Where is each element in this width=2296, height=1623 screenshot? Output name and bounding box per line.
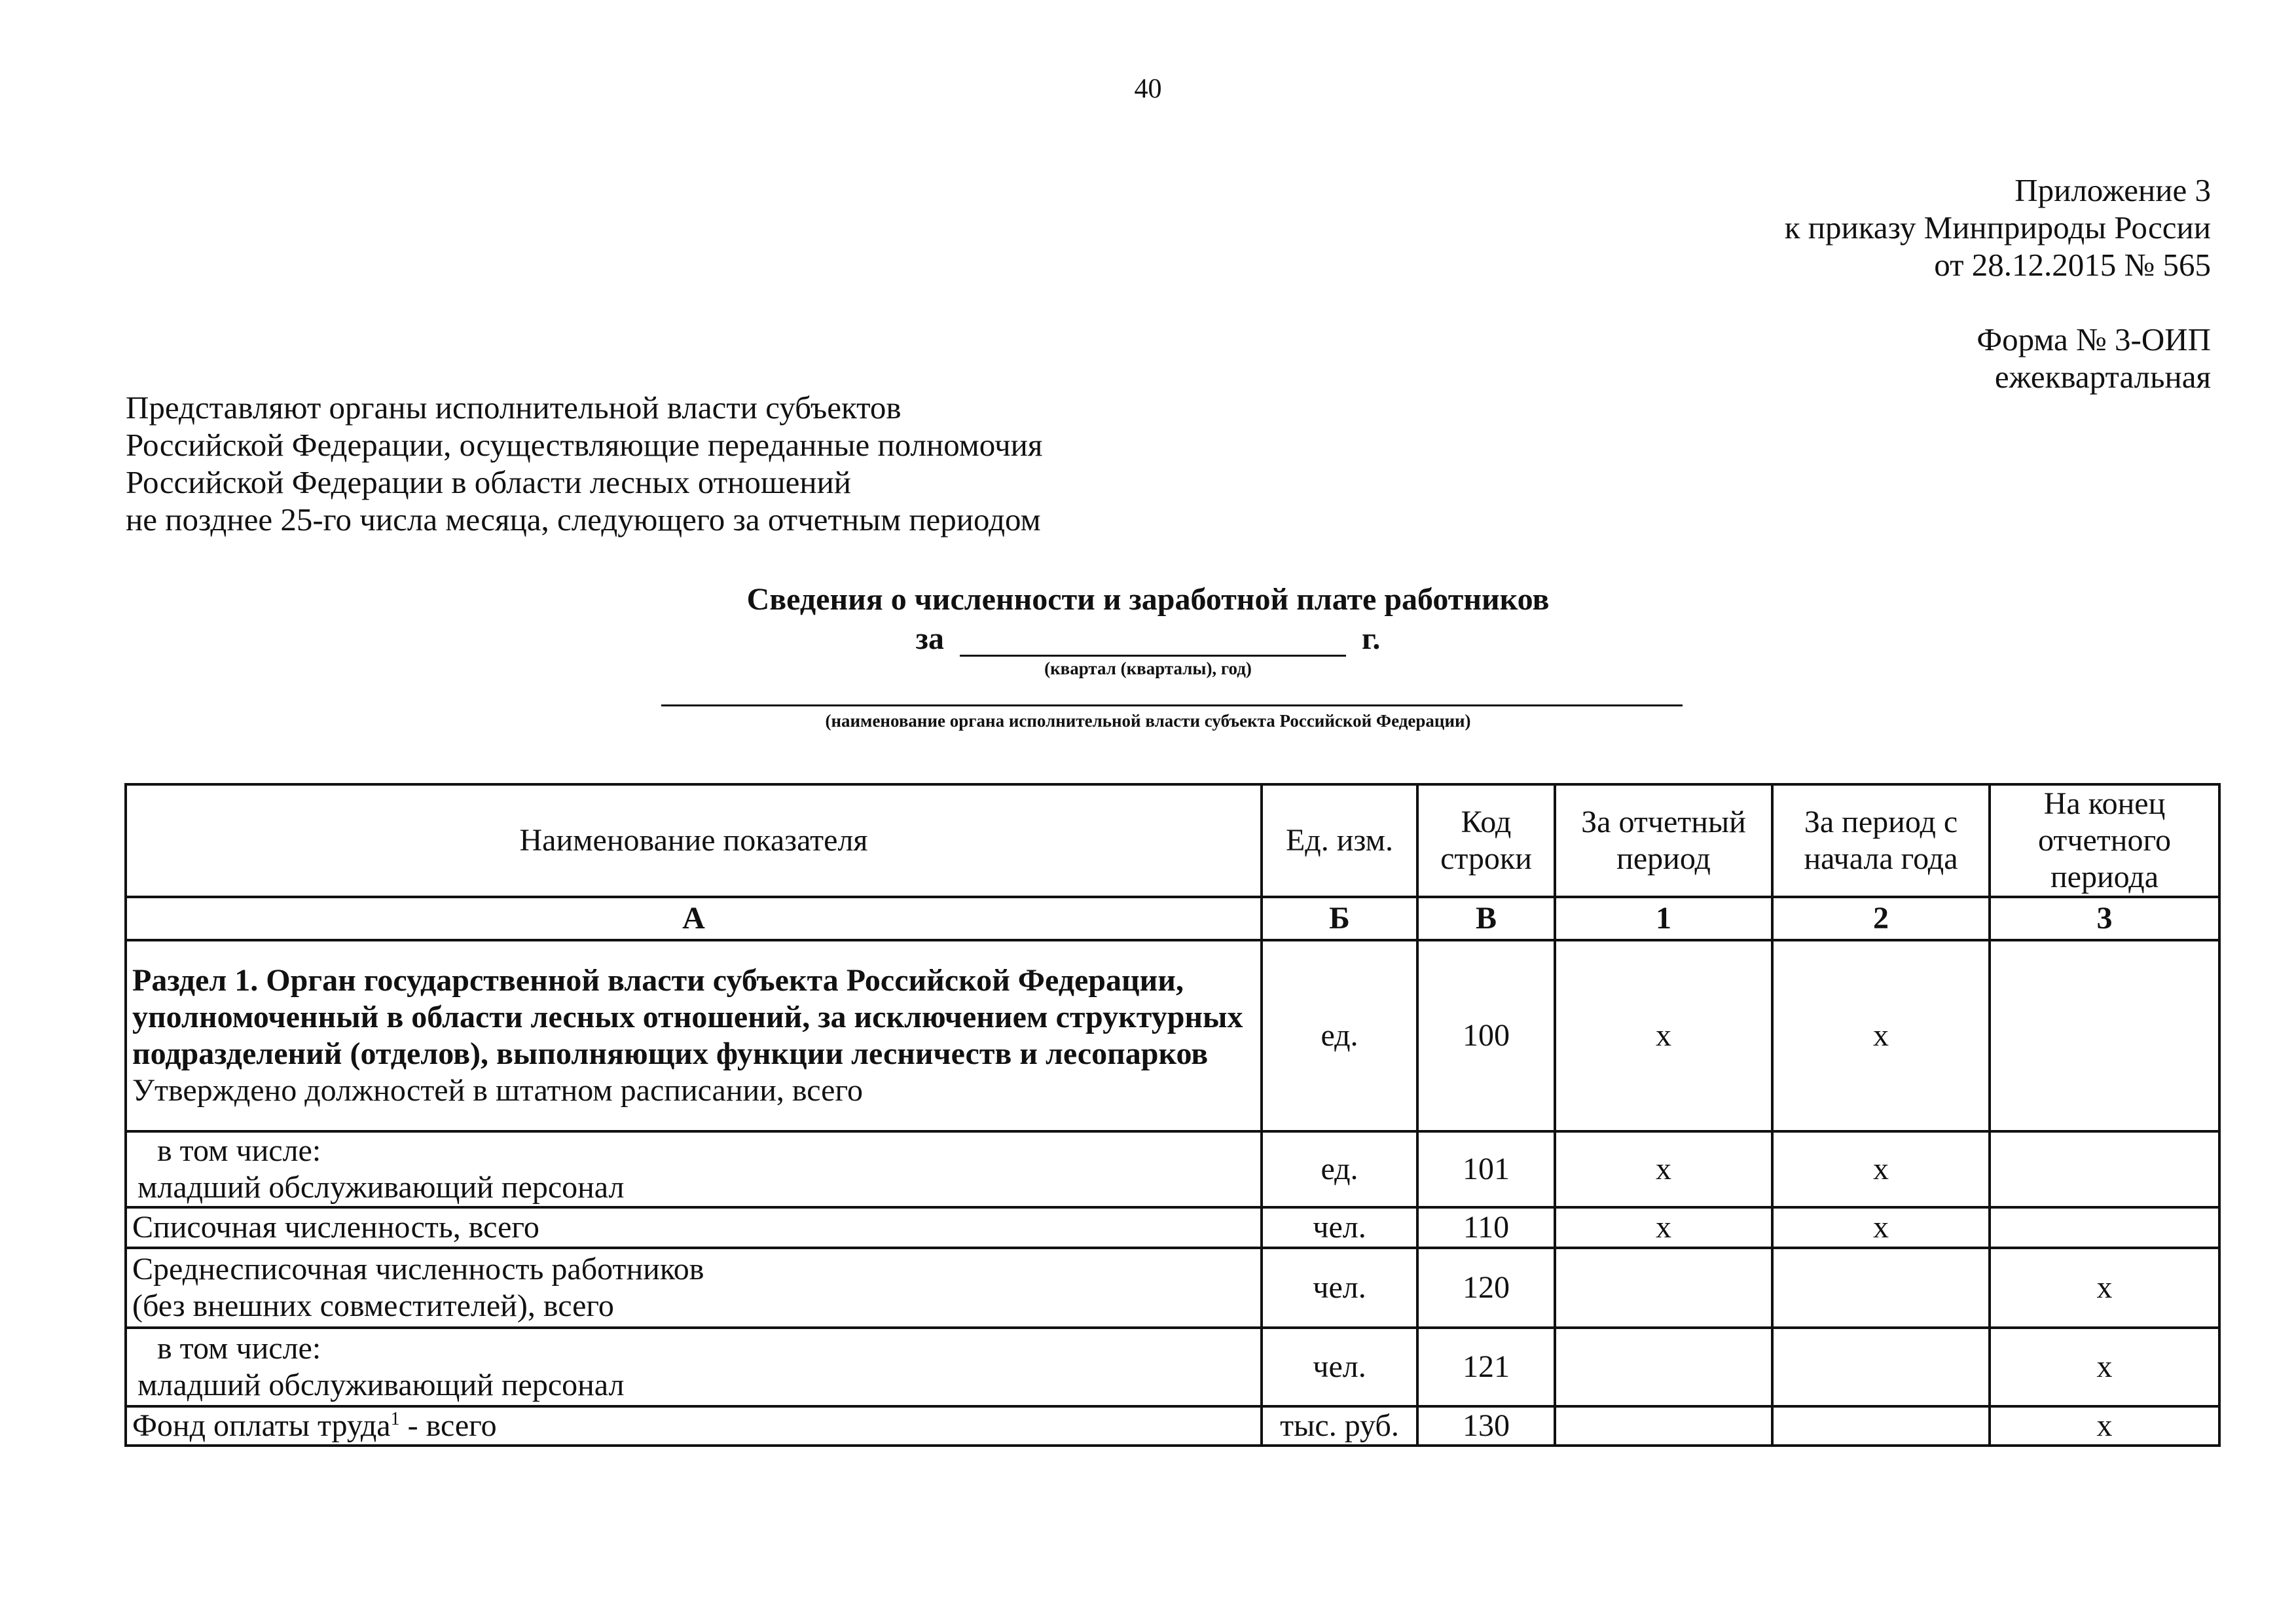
column-letter: 2 xyxy=(1772,897,1990,940)
period-end-cell[interactable]: х xyxy=(1990,1406,2219,1446)
period-end-cell[interactable] xyxy=(1990,1131,2219,1207)
column-header: Код строки xyxy=(1417,784,1555,897)
reporting-period-cell[interactable] xyxy=(1555,1406,1772,1446)
year-to-date-cell[interactable]: х xyxy=(1772,1207,1990,1248)
indicator-name xyxy=(126,1328,1262,1406)
submitters-line: не позднее 25-го числа месяца, следующего за отчетным периодом xyxy=(126,501,1041,538)
reporting-period-cell[interactable] xyxy=(1555,1248,1772,1328)
reporting-period-cell[interactable] xyxy=(1555,1328,1772,1406)
column-header: На конец отчетного периода xyxy=(1990,784,2219,897)
year-to-date-cell[interactable] xyxy=(1772,1406,1990,1446)
appendix-line: к приказу Минприроды России xyxy=(1784,210,2211,246)
reporting-period-cell[interactable]: х xyxy=(1555,1207,1772,1248)
footnote-marker: 1 xyxy=(390,1409,400,1429)
column-letter: 3 xyxy=(1990,897,2219,940)
code-cell: 130 xyxy=(1417,1406,1555,1446)
data-table xyxy=(124,783,2221,1447)
page-number: 40 xyxy=(1134,74,1162,104)
code-cell: 110 xyxy=(1417,1207,1555,1248)
code-cell: 101 xyxy=(1417,1131,1555,1207)
indicator-label-suffix: - всего xyxy=(399,1408,497,1443)
code-cell: 121 xyxy=(1417,1328,1555,1406)
unit-cell: чел. xyxy=(1262,1328,1417,1406)
column-header: Наименование показателя xyxy=(126,784,1262,897)
indicator-label: Фонд оплаты труда xyxy=(132,1408,391,1443)
indicator-name xyxy=(126,1406,1262,1446)
form-info xyxy=(1977,321,2211,395)
table-header-row xyxy=(126,784,2219,897)
year-to-date-cell[interactable]: х xyxy=(1772,940,1990,1131)
column-letter: А xyxy=(126,897,1262,940)
reporting-period-cell[interactable]: х xyxy=(1555,1131,1772,1207)
period-suffix: г. xyxy=(1361,621,1381,656)
period-hint: (квартал (кварталы), год) xyxy=(1044,659,1252,678)
indicator-label: Утверждено должностей в штатном расписании, всего xyxy=(132,1073,863,1108)
submitters-line: Представляют органы исполнительной власти субъектов xyxy=(126,390,902,426)
column-letter: В xyxy=(1417,897,1555,940)
submitters-note xyxy=(126,389,1042,538)
year-to-date-cell[interactable] xyxy=(1772,1328,1990,1406)
org-name-hint: (наименование органа исполнительной власти субъекта Российской Федерации) xyxy=(825,711,1471,731)
unit-cell: тыс. руб. xyxy=(1262,1406,1417,1446)
indicator-label: младший обслуживающий персонал xyxy=(137,1170,625,1205)
form-frequency: ежеквартальная xyxy=(1994,359,2211,395)
year-to-date-cell[interactable] xyxy=(1772,1248,1990,1328)
indicator-name xyxy=(126,1131,1262,1207)
period-end-cell[interactable]: х xyxy=(1990,1248,2219,1328)
indicator-sublabel: в том числе: xyxy=(157,1331,321,1366)
appendix-reference xyxy=(1785,172,2211,283)
period-end-cell[interactable]: х xyxy=(1990,1328,2219,1406)
table-row xyxy=(126,1406,2219,1446)
submitters-line: Российской Федерации, осуществляющие переданные полномочия xyxy=(126,427,1043,463)
column-header: За период с начала года xyxy=(1772,784,1990,897)
appendix-line: от 28.12.2015 № 565 xyxy=(1934,247,2211,283)
period-end-cell[interactable] xyxy=(1990,940,2219,1131)
submitters-line: Российской Федерации в области лесных отношений xyxy=(126,464,852,500)
column-letter: Б xyxy=(1262,897,1417,940)
indicator-name xyxy=(126,940,1262,1131)
unit-cell: чел. xyxy=(1262,1248,1417,1328)
indicator-label: младший обслуживающий персонал xyxy=(137,1368,625,1402)
column-letter: 1 xyxy=(1555,897,1772,940)
period-end-cell[interactable] xyxy=(1990,1207,2219,1248)
indicator-label: (без внешних совместителей), всего xyxy=(132,1288,614,1323)
column-header: За отчетный период xyxy=(1555,784,1772,897)
table-row xyxy=(126,1207,2219,1248)
indicator-name xyxy=(126,1248,1262,1328)
indicator-name: Списочная численность, всего xyxy=(126,1207,1262,1248)
table-row xyxy=(126,940,2219,1131)
code-cell: 100 xyxy=(1417,940,1555,1131)
year-to-date-cell[interactable]: х xyxy=(1772,1131,1990,1207)
org-name-blank-field[interactable] xyxy=(661,704,1683,706)
indicator-label: Среднесписочная численность работников xyxy=(132,1252,704,1286)
unit-cell: ед. xyxy=(1262,1131,1417,1207)
column-letter-row xyxy=(126,897,2219,940)
section-heading: Раздел 1. Орган государственной власти субъекта Российской Федерации, уполномоченный в области лесных отношений, за исключением структурных подразделений (отделов), выполняющих функции лесничеств и лесопарков xyxy=(132,963,1243,1071)
form-number: Форма № 3-ОИП xyxy=(1977,321,2211,357)
unit-cell: ед. xyxy=(1262,940,1417,1131)
appendix-line: Приложение 3 xyxy=(2014,172,2211,208)
period-line xyxy=(0,621,2296,657)
period-prefix: за xyxy=(915,621,944,656)
table-row xyxy=(126,1131,2219,1207)
document-title: Сведения о численности и заработной плате работников xyxy=(746,582,1550,617)
period-blank-field[interactable] xyxy=(960,626,1346,657)
reporting-period-cell[interactable]: х xyxy=(1555,940,1772,1131)
table-row xyxy=(126,1248,2219,1328)
unit-cell: чел. xyxy=(1262,1207,1417,1248)
code-cell: 120 xyxy=(1417,1248,1555,1328)
indicator-sublabel: в том числе: xyxy=(157,1133,321,1168)
table-row xyxy=(126,1328,2219,1406)
column-header: Ед. изм. xyxy=(1262,784,1417,897)
